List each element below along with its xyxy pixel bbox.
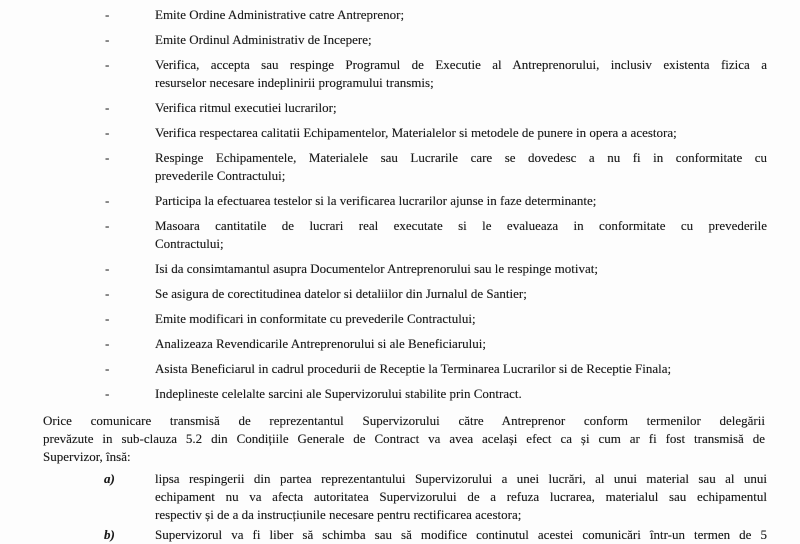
bullet-item-text	[155, 31, 767, 49]
dash-bullet: -	[105, 361, 110, 376]
lettered-item-text	[155, 526, 767, 544]
text-line: Supervizorul va fi liber să schimba sau să modifice continutul acestei comunicări într-un termen de 5	[155, 527, 767, 542]
lettered-item	[0, 526, 800, 544]
dash-bullet: -	[105, 193, 110, 208]
text-line: prevederile Contractului;	[155, 168, 286, 183]
text-line: Verifica respectarea calitatii Echipamentelor, Materialelor si metodele de punere in opera a acestora;	[155, 125, 677, 140]
dash-bullet: -	[105, 218, 110, 233]
bullet-item	[0, 385, 800, 403]
bullet-item	[0, 217, 800, 253]
text-line: Emite modificari in conformitate cu prevederile Contractului;	[155, 311, 476, 326]
text-line: resurselor necesare indeplinirii programului transmis;	[155, 75, 434, 90]
text-line: Emite Ordinul Administrativ de Incepere;	[155, 32, 372, 47]
delegation-exceptions-lettered-list	[0, 470, 800, 544]
bullet-item-text	[155, 335, 767, 353]
bullet-item-text	[155, 217, 767, 253]
dash-bullet: -	[105, 311, 110, 326]
bullet-item-text	[155, 260, 767, 278]
dash-bullet: -	[105, 261, 110, 276]
text-line: Orice comunicare transmisă de reprezentantul Supervizorului către Antreprenor conform termenilor delegării	[43, 413, 765, 428]
bullet-item-text	[155, 124, 767, 142]
dash-bullet: -	[105, 336, 110, 351]
bullet-item	[0, 6, 800, 24]
bullet-item-text	[155, 385, 767, 403]
text-line: echipament nu va afecta autoritatea Supervizorului de a refuza lucrarea, materialul sau echipamentul	[155, 489, 767, 504]
text-line: Masoara cantitatile de lucrari real executate si le evalueaza in conformitate cu prevederile	[155, 218, 767, 233]
dash-bullet: -	[105, 100, 110, 115]
bullet-item	[0, 99, 800, 117]
supervisor-duties-bullet-list	[0, 6, 800, 403]
bullet-item-text	[155, 285, 767, 303]
dash-bullet: -	[105, 7, 110, 22]
text-line: prevăzute in sub-clauza 5.2 din Condițiile Generale de Contract va avea același efect ca și cum ar fi fost transmisă de	[43, 431, 765, 446]
lettered-item	[0, 470, 800, 524]
text-line: Participa la efectuarea testelor si la verificarea lucrarilor ajunse in faze determinante;	[155, 193, 597, 208]
bullet-item-text	[155, 56, 767, 92]
letter-label: a)	[104, 471, 115, 486]
bullet-item	[0, 124, 800, 142]
bullet-item	[0, 31, 800, 49]
text-line: Contractului;	[155, 236, 224, 251]
bullet-item	[0, 335, 800, 353]
bullet-item-text	[155, 6, 767, 24]
bullet-item	[0, 285, 800, 303]
dash-bullet: -	[105, 57, 110, 72]
text-line: lipsa respingerii din partea reprezentantului Supervizorului a unei lucrări, al unui material sau al unui	[155, 471, 767, 486]
bullet-item	[0, 360, 800, 378]
bullet-item	[0, 56, 800, 92]
text-line: Supervizor, însă:	[43, 449, 131, 464]
bullet-item-text	[155, 99, 767, 117]
text-line: Indeplineste celelalte sarcini ale Supervizorului stabilite prin Contract.	[155, 386, 522, 401]
bullet-item-text	[155, 149, 767, 185]
dash-bullet: -	[105, 286, 110, 301]
bullet-item	[0, 192, 800, 210]
text-line: Verifica ritmul executiei lucrarilor;	[155, 100, 337, 115]
bullet-item	[0, 260, 800, 278]
bullet-item-text	[155, 192, 767, 210]
letter-label: b)	[104, 527, 115, 542]
bullet-item	[0, 149, 800, 185]
text-line: Analizeaza Revendicarile Antreprenorului si ale Beneficiarului;	[155, 336, 486, 351]
text-line: Isi da consimtamantul asupra Documentelor Antreprenorului sau le respinge motivat;	[155, 261, 598, 276]
dash-bullet: -	[105, 150, 110, 165]
text-line: Asista Beneficiarul in cadrul procedurii de Receptie la Terminarea Lucrarilor si de Receptie Finala;	[155, 361, 672, 376]
bullet-item-text	[155, 360, 767, 378]
dash-bullet: -	[105, 386, 110, 401]
bullet-item	[0, 310, 800, 328]
text-line: Verifica, accepta sau respinge Programul de Executie al Antreprenorului, inclusiv existenta fizica a	[155, 57, 767, 72]
text-line: Se asigura de corectitudinea datelor si detaliilor din Jurnalul de Santier;	[155, 286, 527, 301]
bullet-item-text	[155, 310, 767, 328]
dash-bullet: -	[105, 125, 110, 140]
dash-bullet: -	[105, 32, 110, 47]
lettered-item-text	[155, 470, 767, 524]
text-line: Emite Ordine Administrative catre Antreprenor;	[155, 7, 405, 22]
text-line: respectiv și de a da instrucțiunile necesare pentru rectificarea acestora;	[155, 507, 522, 522]
text-line: Respinge Echipamentele, Materialele sau Lucrarile care se dovedesc a nu fi in conformitate cu	[155, 150, 767, 165]
delegation-paragraph	[43, 412, 765, 466]
